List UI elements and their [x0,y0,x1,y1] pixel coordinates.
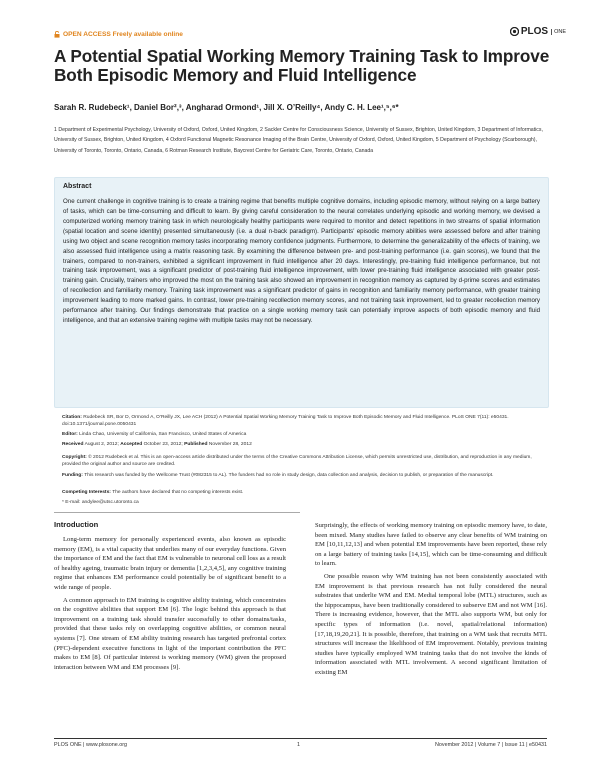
journal-logo-sub: ONE [551,29,566,35]
accepted-label: Accepted [120,442,143,447]
footer-journal[interactable]: PLOS ONE | www.plosone.org [54,742,128,748]
abstract-text: One current challenge in cognitive training is to create a training regime that benefits multiple cognitive domains, including episodic memory, without relying on a large battery of tasks, which can be time-consuming and difficult to learn. By giving careful consideration to the neural correlates underlying episodic and working memory, we devised a computerized working memory training task in which neurologically healthy participants were required to monitor and detect repetitions in two streams of spatial information (spatial location and scene identity) presented simultaneously (i.e. a dual n-back paradigm). Participants' episodic memory abilities were assessed before and after training using two object and scene recognition memory tasks incorporating memory confidence judgments. Furthermore, to determine the generalizability of the effects of training, we also assessed fluid intelligence using a matrix reasoning task. By examining the difference between pre- and post-training performance (i.e. gain scores), we found that the trainers, compared to non-trainers, exhibited a significant improvement in fluid intelligence after 20 days. Interestingly, pre-training fluid intelligence performance, but not training task improvement, was a significant predictor of post-training fluid intelligence improvement, with lower pre-training fluid intelligence associated with greater post-training gain. Crucially, trainers who improved the most on the training task also showed an improvement in recognition memory as captured by d-prime scores and estimates of recollection and familiarity memory. Training task improvement was a significant predictor of gains in recognition and familiarity memory performance, with greater training improvement leading to more marked gains. In contrast, lower pre-training recollection memory scores, and not training task improvement, led to greater recollection memory performance after training. Our findings demonstrate that practice on a single working memory task can potentially improve aspects of both episodic memory and fluid intelligence, and that an extensive training regime with multiple tasks may not be necessary. [63,198,540,325]
intro-paragraph: A common approach to EM training is cognitive ability training, which concentrates on the cognitive abilities that support EM [6]. The logic behind this approach is that improvement on a training task should transfer successfully to other domains/tasks, provided that these tasks rely on overlapping cognitive abilities, or common neural systems [7]. One stream of EM ability training research has targeted prefrontal cortex (PFC)-dependent executive functions in light of the important contribution the PFC makes to EM [8]. Of particular interest is working memory (WM) given the proposed interaction between WM and EM processes [9]. [54,596,286,671]
accepted-date: October 23, 2012; [143,442,183,447]
received-label: Received [62,442,84,447]
copyright-text: © 2012 Rudebeck et al. This is an open-access article distributed under the terms of the Creative Commons Attribution License, which permits unrestricted use, distribution, and reproduction in any medium, provided the original author and source are credited. [62,455,532,468]
copyright-label: Copyright: [62,455,87,460]
abstract-heading: Abstract [63,183,92,190]
editor-text: Linda Chao, University of California, San Francisco, United States of America [79,432,247,437]
competing-label: Competing Interests: [62,490,111,495]
plos-logo-icon [510,27,519,36]
author-list: Sarah R. Rudebeck¹, Daniel Bor²,³, Angharad Ormond¹, Jill X. O’Reilly⁴, Andy C. H. Lee¹,⁵,⁶* [54,103,399,112]
intro-paragraph: One possible reason why WM training has not been consistently associated with EM improvement is that previous research has not fully considered the neural substrates that underlie WM and EM. Medial temporal lobe (MTL) structures, such as the hippocampus, have been traditionally considered to subserve EM and not WM [16]. There is increasing evidence, however, that the MTL also supports WM, but only for specific types of information (i.e. novel, spatial/relational information) [17,18,19,20,21]. It is possible, therefore, that training on a WM task that recruits MTL structures will increase the likelihood of EM improvement. Notably, previous training studies have typically employed WM training tasks that do not involve the kinds of information associated with MTL involvement. A second significant limitation of existing EM [315,572,547,676]
right-column [315,521,547,678]
paper-title: A Potential Spatial Working Memory Training Task to Improve Both Episodic Memory and Fluid Intelligence [54,46,550,85]
email-line[interactable]: * E-mail: andylee@utsc.utoronto.ca [62,500,139,505]
copyright-line [62,454,542,468]
open-access-label: OPEN ACCESS Freely available online [63,31,183,38]
open-access-banner [54,31,183,38]
page-number: 1 [297,742,300,748]
journal-logo [510,26,566,37]
left-column [54,535,286,672]
competing-interests-line [62,489,542,496]
editor-label: Editor: [62,432,78,437]
dates-line [62,441,542,448]
footer-issue: November 2012 | Volume 7 | Issue 11 | e50431 [435,742,547,748]
abstract-box [54,177,549,408]
competing-text: The authors have declared that no competing interests exist. [112,490,244,495]
affiliations: 1 Department of Experimental Psychology, University of Oxford, Oxford, United Kingdom, 2 Sackler Centre for Consciousness Science, University of Sussex, Brighton, United Kingdom, 3 Department of Informatics, University of Sussex, Brighton, United Kingdom, 4 Oxford Functional Magnetic Resonance Imaging of the Brain Centre, University of Oxford, Oxford, United Kingdom, 5 Department of Psychology (Scarborough), University of Toronto, Toronto, Ontario, Canada, 6 Rotman Research Institute, Baycrest Centre for Geriatric Care, Toronto, Ontario, Canada [54,127,543,154]
footer-rule [54,738,547,739]
received-date: August 2, 2012; [84,442,119,447]
citation-label: Citation: [62,415,82,420]
published-label: Published [184,442,208,447]
funding-line [62,472,542,479]
published-date: November 28, 2012 [208,442,252,447]
editor-line [62,431,542,438]
introduction-heading: Introduction [54,520,99,529]
intro-paragraph: Surprisingly, the effects of working memory training on episodic memory have, to date, been mixed. Many studies have failed to observe any clear benefits of WM training on EM [10,11,12,13] and when potential EM improvements have been reported, these rely on a large battery of training tasks [14,15], which can be time-consuming and difficult to learn. [315,522,547,568]
open-access-lock-icon [54,31,60,38]
intro-paragraph: Long-term memory for personally experienced events, also known as episodic memory (EM), is a vital capacity that underlies many of our everyday functions. Given the importance of EM and the fact that EM is vulnerable to neuronal cell loss as a result of healthy ageing, traumatic brain injury or dementia [1,2,3,4,5], any cognitive training regime that enhances EM performance could potentially be of significant benefit to a wide range of people. [54,536,286,591]
journal-logo-text: PLOS [520,26,549,37]
funding-text: This research was funded by the Wellcome Trust (#082315 to AL). The funders had no role in study design, data collection and analysis, decision to publish, or preparation of the manuscript. [84,473,494,478]
citation-line [62,414,542,428]
section-divider [54,512,300,513]
funding-label: Funding: [62,473,83,478]
citation-text: Rudebeck SR, Bor D, Ormond A, O’Reilly JX, Lee ACH (2012) A Potential Spatial Working Memory Training Task to Improve Both Episodic Memory and Fluid Intelligence. PLoS ONE 7(11): e50431. doi:10.1371/journal.pone.0050431 [62,415,509,428]
